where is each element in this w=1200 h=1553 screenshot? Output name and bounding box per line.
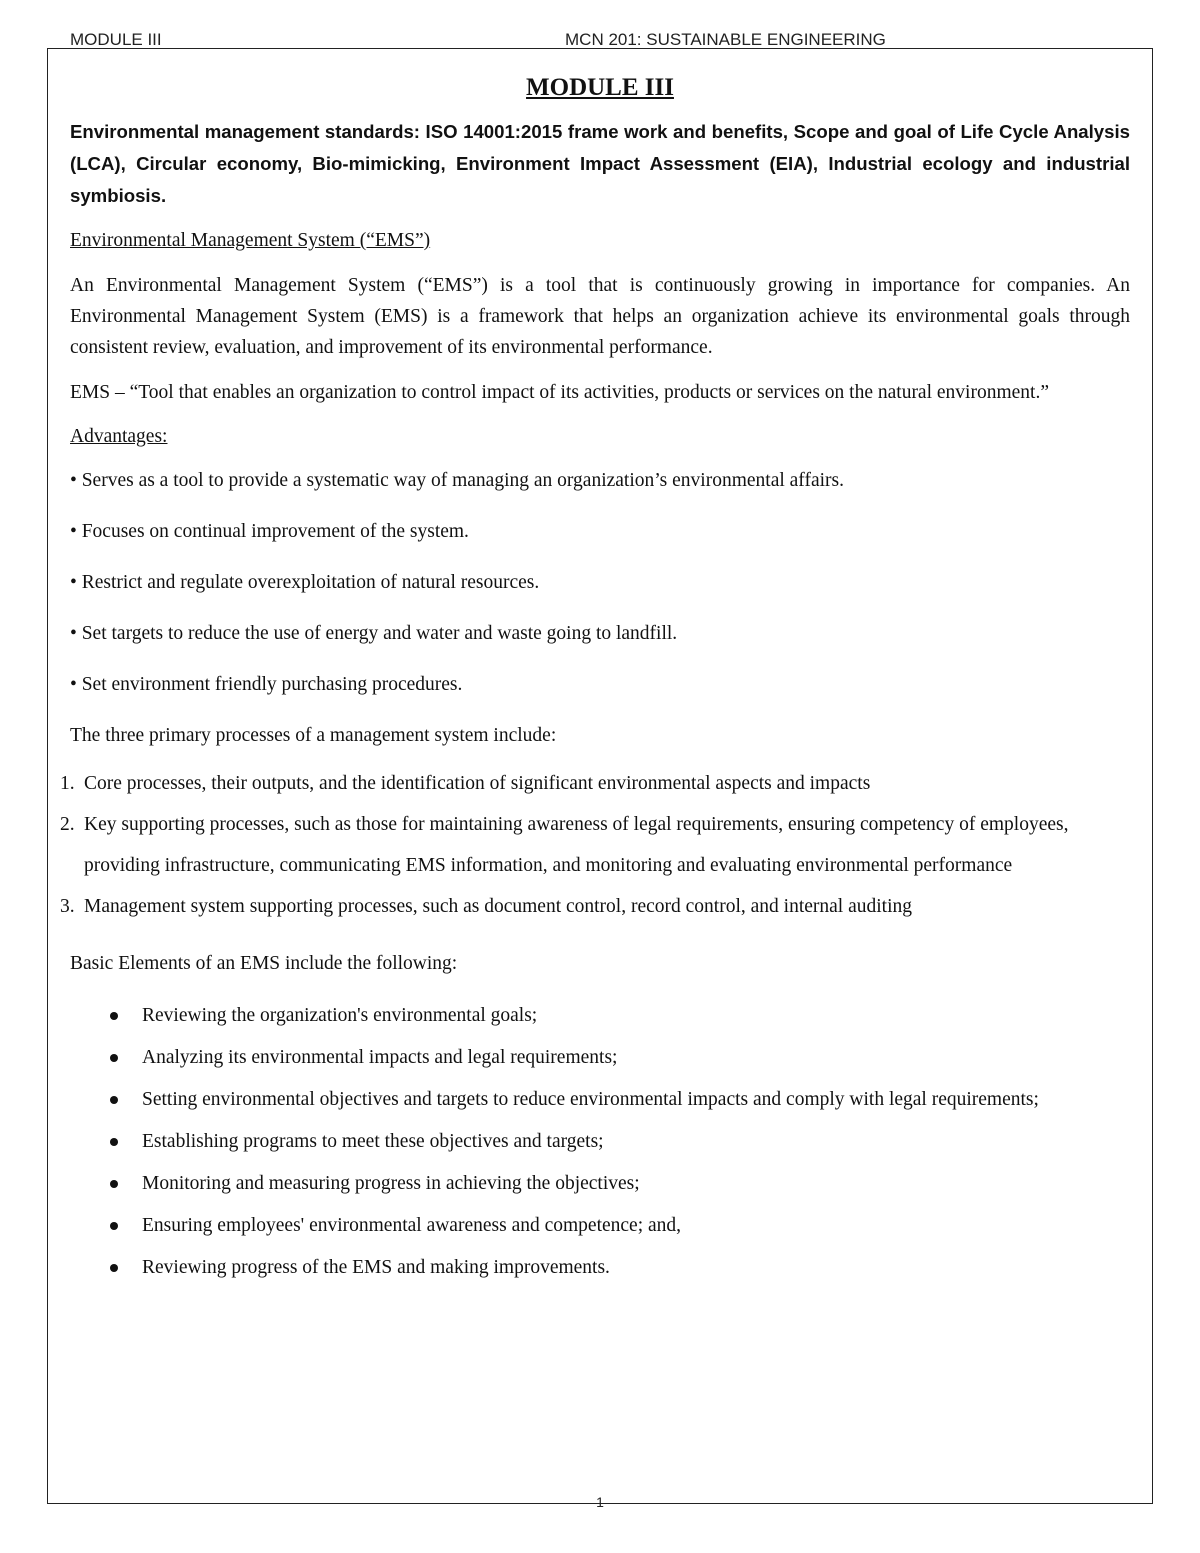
list-item [70, 1247, 1130, 1289]
bullet-icon [110, 1138, 118, 1146]
list-text: Establishing programs to meet these objectives and targets; [142, 1131, 604, 1152]
list-text: Reviewing the organization's environmental goals; [142, 1005, 538, 1026]
advantages-list [70, 466, 1130, 700]
list-text: Management system supporting processes, such as document control, record control, and internal auditing [84, 896, 912, 917]
ems-heading: Environmental Management System (“EMS”) [70, 230, 431, 251]
elements-intro: Basic Elements of an EMS include the following: [70, 953, 458, 974]
syllabus-summary: Environmental management standards: ISO 14001:2015 frame work and benefits, Scope and goal of Life Cycle Analysis (LCA), Circular economy, Bio-mimicking, Environment Impact Assessment (EIA), Industrial ecology and industrial symbiosis. [70, 121, 1130, 206]
list-item [60, 804, 1130, 886]
ems-paragraph: An Environmental Management System (“EMS”) is a tool that is continuously growing in importance for companies. An Environmental Management System (EMS) is a framework that helps an organization achieve its environmental goals through consistent review, evaluation, and improvement of its environmental performance. [70, 275, 1130, 358]
list-item [70, 1163, 1130, 1205]
bullet-icon [110, 1054, 118, 1062]
list-item: • Set environment friendly purchasing procedures. [70, 674, 463, 695]
list-item: • Restrict and regulate overexploitation of natural resources. [70, 572, 540, 593]
list-item [70, 1079, 1130, 1121]
bullet-icon [110, 1180, 118, 1188]
bullet-icon [110, 1264, 118, 1272]
list-item: • Focuses on continual improvement of the system. [70, 521, 469, 542]
list-number: 2. [60, 814, 75, 835]
list-item: • Set targets to reduce the use of energy and water and waste going to landfill. [70, 623, 678, 644]
bullet-icon [110, 1096, 118, 1104]
list-text: Core processes, their outputs, and the identification of significant environmental aspects and impacts [84, 773, 871, 794]
page-title: MODULE III [526, 74, 674, 101]
list-item [70, 1121, 1130, 1163]
list-text: Analyzing its environmental impacts and legal requirements; [142, 1047, 618, 1068]
list-text: Ensuring employees' environmental awareness and competence; and, [142, 1215, 682, 1236]
header-module-label: MODULE III [70, 30, 162, 49]
list-number: 3. [60, 896, 75, 917]
advantages-heading: Advantages: [70, 426, 168, 447]
processes-intro: The three primary processes of a management system include: [70, 725, 557, 746]
ems-definition: EMS – “Tool that enables an organization to control impact of its activities, products or services on the natural environment.” [70, 382, 1049, 403]
document-body [60, 70, 1130, 1289]
list-text: Key supporting processes, such as those for maintaining awareness of legal requirements, ensuring competency of employees, providing infrastructure, communicating EMS information, and monitoring and evaluating environmental performance [84, 814, 1069, 876]
list-item [60, 886, 1130, 927]
list-text: Monitoring and measuring progress in achieving the objectives; [142, 1173, 640, 1194]
elements-list [70, 995, 1130, 1289]
list-number: 1. [60, 773, 75, 794]
header-course-label: MCN 201: SUSTAINABLE ENGINEERING [565, 30, 886, 49]
list-text: Reviewing progress of the EMS and making improvements. [142, 1257, 610, 1278]
page-number: 1 [596, 1494, 604, 1510]
list-item [60, 763, 1130, 804]
list-item [70, 1037, 1130, 1079]
processes-list [60, 763, 1130, 927]
list-item: • Serves as a tool to provide a systematic way of managing an organization’s environmental affairs. [70, 470, 844, 491]
bullet-icon [110, 1222, 118, 1230]
list-item [70, 995, 1130, 1037]
list-item [70, 1205, 1130, 1247]
list-text: Setting environmental objectives and targets to reduce environmental impacts and comply with legal requirements; [142, 1089, 1039, 1110]
bullet-icon [110, 1012, 118, 1020]
